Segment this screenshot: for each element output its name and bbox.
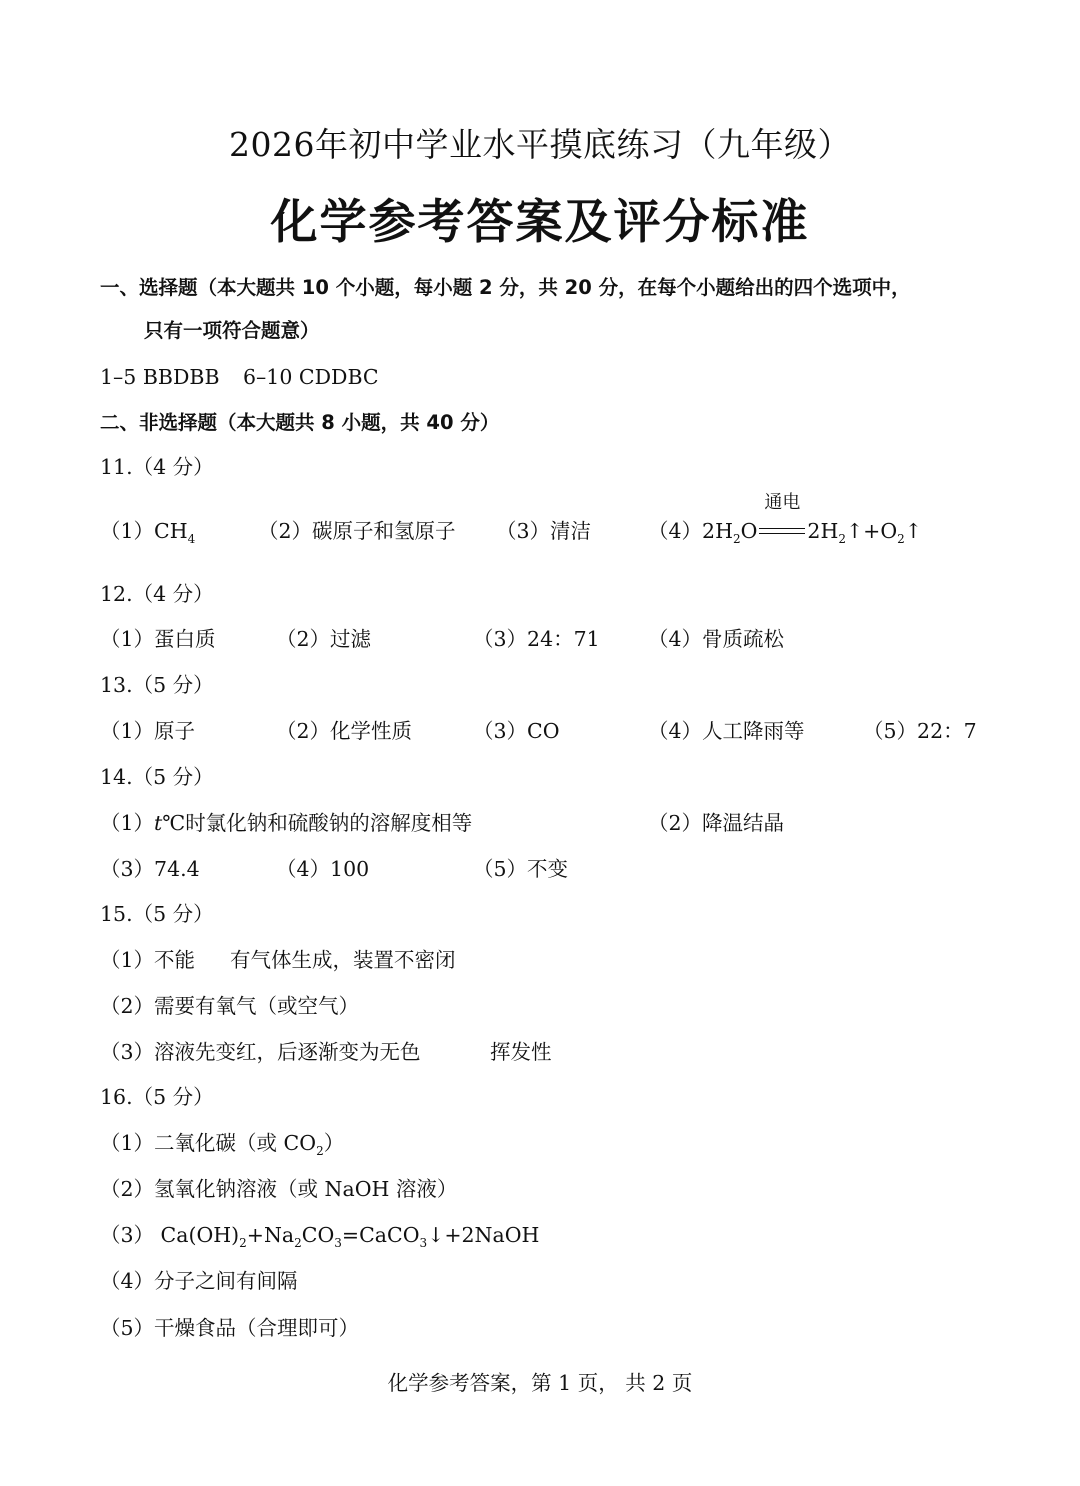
q11-answers: [100, 492, 1000, 548]
q12-answer-4: （4）骨质疏松: [648, 627, 785, 651]
q11-title: 11.（4 分）: [100, 455, 214, 479]
exam-title: 2026年初中学业水平摸底练习（九年级）: [229, 125, 851, 164]
q12-answer-1: （1）蛋白质: [100, 627, 216, 651]
reaction-condition: 通电: [759, 516, 805, 546]
q16-answer-3-equation: （3） $Ca(OH)_2+Na_2CO_3=CaCO_3↓+2NaOH$: [100, 1223, 540, 1250]
q14-answer-2: （2）降温结晶: [648, 811, 785, 835]
choice-answers-6-10: 6–10 CDDBC: [243, 365, 379, 389]
q11-answer-2: （2）碳原子和氢原子: [258, 519, 456, 543]
q13-answer-5: （5）22：7: [863, 719, 977, 743]
q15-answer-1a: （1）不能: [100, 948, 196, 972]
q15-answer-1b: 有气体生成，装置不密闭: [230, 948, 456, 972]
q13-answer-2: （2）化学性质: [276, 719, 413, 743]
q16-answer-1: （1）二氧化碳（或 $CO_2$）: [100, 1131, 345, 1158]
q16-answer-5: （5）干燥食品（合理即可）: [100, 1316, 360, 1340]
q12-title: 12.（4 分）: [100, 582, 214, 606]
q11-answer-1: $(1)CH_4$: [100, 519, 196, 546]
q14-answers-row2: [100, 854, 1000, 886]
choice-answers-1-5: 1–5 BBDBB: [100, 365, 220, 389]
page-title: 化学参考答案及评分标准: [270, 195, 810, 250]
section2-heading: 二、非选择题（本大题共 8 小题，共 40 分）: [100, 411, 500, 434]
section1-heading: 一、选择题（本大题共 10 个小题，每小题 2 分，共 20 分，在每个小题给出的四个选项中，: [100, 276, 911, 299]
q15-title: 15.（5 分）: [100, 902, 214, 926]
q16-answer-2: （2）氢氧化钠溶液（或 NaOH 溶液）: [100, 1177, 458, 1201]
q15-answer-1: [100, 945, 1000, 977]
q12-answer-3: （3）24：71: [473, 627, 600, 651]
q15-answer-3: [100, 1037, 1000, 1069]
q11-answer-3: （3）清洁: [496, 519, 592, 543]
q13-title: 13.（5 分）: [100, 673, 214, 697]
q14-title: 14.（5 分）: [100, 765, 214, 789]
q12-answer-2: （2）过滤: [276, 627, 372, 651]
q15-answer-2: （2）需要有氧气（或空气）: [100, 994, 360, 1018]
q13-answer-1: （1）原子: [100, 719, 196, 743]
q15-answer-3a: （3）溶液先变红，后逐渐变为无色: [100, 1040, 421, 1064]
q16-title: 16.（5 分）: [100, 1085, 214, 1109]
q13-answer-3: （3）CO: [473, 719, 560, 743]
q14-answer-1: （1）t℃时氯化钠和硫酸钠的溶解度相等: [100, 811, 473, 835]
q14-answers-row1: [100, 808, 1000, 840]
q15-answer-3b: 挥发性: [490, 1040, 552, 1064]
q13-answers: [100, 716, 1000, 748]
q14-answer-5: （5）不变: [473, 857, 569, 881]
q12-answers: [100, 624, 1000, 656]
q16-answer-4: （4）分子之间有间隔: [100, 1269, 298, 1293]
q13-answer-4: （4）人工降雨等: [648, 719, 805, 743]
q11-answer-4-equation: $(4)2H_2O$ 通电 $2H_2↑+O_2↑$: [648, 492, 922, 546]
q14-answer-4: （4）100: [276, 857, 370, 881]
section1-heading-cont: 只有一项符合题意）: [144, 319, 320, 342]
page-footer: 化学参考答案，第 1 页， 共 2 页: [387, 1371, 693, 1395]
q14-answer-3: （3）74.4: [100, 857, 200, 881]
